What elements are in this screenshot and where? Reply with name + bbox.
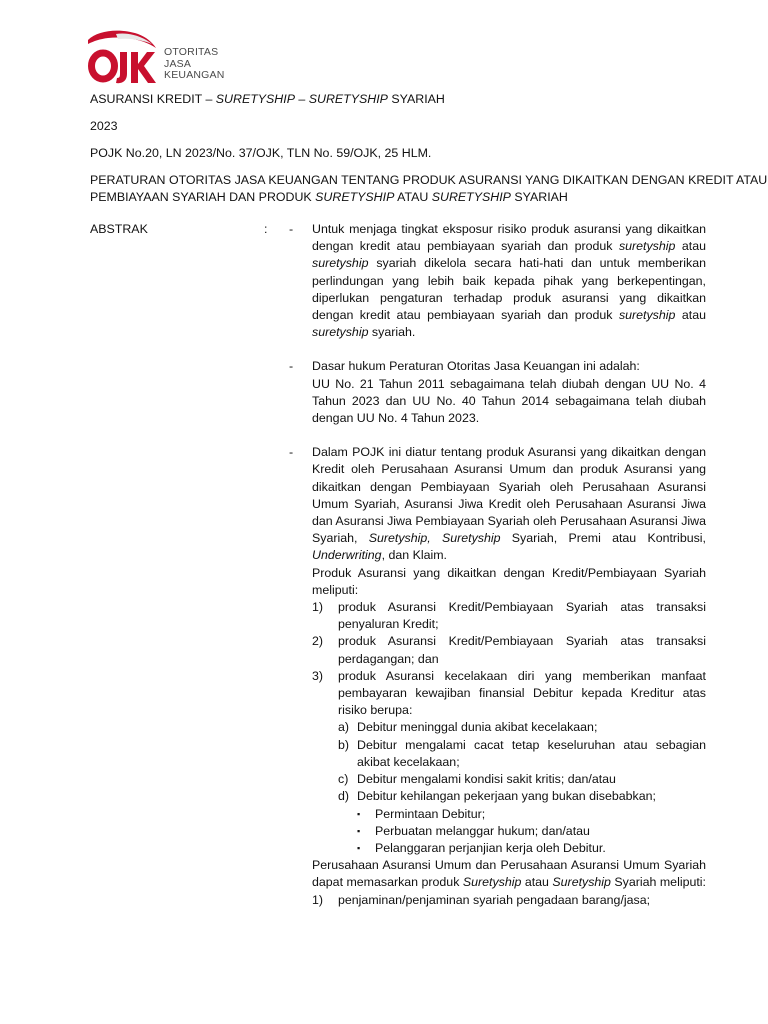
title-italic-1: SURETYSHIP <box>215 92 295 106</box>
marketing-intro <box>312 857 706 891</box>
regulation-title-line-2 <box>90 189 706 206</box>
purpose-text <box>312 221 706 341</box>
sub-list-text: Debitur kehilangan pekerjaan yang bukan disebabkan; <box>357 789 656 804</box>
bullet-text: Perbuatan melanggar hukum; dan/atau <box>375 823 590 838</box>
logo-line-2: JASA <box>164 57 192 70</box>
p3-text-c: , dan Klaim. <box>381 548 447 563</box>
bullet-item <box>357 806 706 823</box>
products-intro: Produk Asuransi yang dikaitkan dengan Kredit/Pembiayaan Syariah meliputi: <box>312 565 706 597</box>
p1-text-d: atau <box>675 308 706 323</box>
marketing-text-b: atau <box>521 875 553 890</box>
p1-text-e: syariah. <box>368 325 416 340</box>
sub-list-item <box>338 737 706 771</box>
document-title <box>90 91 706 108</box>
abstract-paragraph-purpose <box>90 221 706 341</box>
abstract-paragraph-scope <box>90 444 706 908</box>
document-header <box>90 91 768 206</box>
ojk-logo <box>86 28 236 88</box>
logo-line-3: KEUANGAN <box>164 69 225 81</box>
p1-italic-3: suretyship <box>618 308 676 323</box>
document-year: 2023 <box>90 119 118 133</box>
dash-marker: - <box>289 445 294 460</box>
square-bullet-icon: ▪ <box>357 842 361 853</box>
p1-text-a: Untuk menjaga tingkat eksposur risiko produk asuransi yang dikaitkan dengan kredit atau pembiayaan syariah dan produk <box>312 222 706 254</box>
list-item <box>312 892 706 909</box>
list-item-text: penjaminan/penjaminan syariah pengadaan barang/jasa; <box>338 892 651 907</box>
bullet-text: Permintaan Debitur; <box>375 806 486 821</box>
dash-marker: - <box>289 222 294 236</box>
scope-text <box>312 444 706 564</box>
abstract-paragraph-legal-basis <box>90 358 706 427</box>
sub-list-item <box>338 719 706 736</box>
sub-list-letter: d) <box>338 789 350 804</box>
sub-list-item <box>338 788 706 805</box>
marketing-italic-2: Suretyship <box>552 875 611 890</box>
dash-marker: - <box>289 359 294 374</box>
list-item <box>312 633 706 667</box>
regulation-title-line-1: PERATURAN OTORITAS JASA KEUANGAN TENTANG PRODUK ASURANSI YANG DIKAITKAN DENGAN KREDIT ATAU <box>90 173 768 187</box>
p1-italic-4: suretyship <box>312 325 369 340</box>
abstract-section <box>90 221 706 926</box>
marketing-italic-1: Suretyship <box>462 875 522 890</box>
sub-list-letter: a) <box>338 720 350 735</box>
list-number: 2) <box>312 634 324 649</box>
title-suffix: SYARIAH <box>387 92 445 106</box>
p3-text-a: Dalam POJK ini diatur tentang produk Asuransi yang dikaitkan dengan Kredit oleh Perusahaan Asuransi Umum dan produk Asuransi yang dikaitkan dengan Pembiayaan Syariah oleh Perusahaan Asuransi Umum Syariah, Asuransi Jiwa Kredit oleh Perusahaan Asuransi Jiwa dan Asuransi Jiwa Pembiayaan Syariah oleh Perusahaan Asuransi Jiwa Syariah, <box>312 445 706 546</box>
list-number: 3) <box>312 668 324 683</box>
reg-line2-b: ATAU <box>394 190 432 204</box>
sub-list-letter: b) <box>338 737 350 752</box>
title-prefix: ASURANSI KREDIT – <box>90 92 216 106</box>
logo-line-1: OTORITAS <box>164 46 219 58</box>
sub-list-letter: c) <box>338 772 349 787</box>
title-mid: – <box>294 92 309 106</box>
abstract-label: ABSTRAK <box>90 222 148 236</box>
legal-basis-body: UU No. 21 Tahun 2011 sebagaimana telah diubah dengan UU No. 4 Tahun 2023 dan UU No. 40 Tahun 2014 sebagaimana telah diubah dengan UU No. 4 Tahun 2023. <box>312 376 706 426</box>
list-item-text: produk Asuransi Kredit/Pembiayaan Syariah atas transaksi perdagangan; dan <box>338 634 706 666</box>
sub-list-text: Debitur mengalami kondisi sakit kritis; dan/atau <box>357 772 616 787</box>
p1-italic-2: suretyship <box>312 256 369 271</box>
marketing-text-c: Syariah meliputi: <box>610 875 706 890</box>
sub-list-text: Debitur mengalami cacat tetap keseluruhan atau sebagian akibat kecelakaan; <box>357 737 706 769</box>
p1-text-c: syariah dikelola secara hati-hati dan untuk memberikan perlindungan yang lebih baik kepada pihak yang berkepentingan, diperlukan pengaturan terhadap produk asuransi yang dikaitkan dengan kredit atau pembiayaan syariah dan produk <box>312 256 706 323</box>
reg-line2-italic-2: SURETYSHIP <box>431 190 511 204</box>
p3-text-b: Syariah, Premi atau Kontribusi, <box>500 531 706 546</box>
logo-wordmark <box>164 47 225 82</box>
list-item-text: produk Asuransi kecelakaan diri yang memberikan manfaat pembayaran kewajiban finansial Debitur kepada Kreditur atas risiko berupa: <box>338 668 706 718</box>
reg-line2-c: SYARIAH <box>510 190 568 204</box>
abstract-colon: : <box>264 222 268 236</box>
list-item <box>312 668 706 720</box>
p3-italic-1: Suretyship, Suretyship <box>368 531 501 546</box>
document-citation: POJK No.20, LN 2023/No. 37/OJK, TLN No. 59/OJK, 25 HLM. <box>90 146 432 160</box>
square-bullet-icon: ▪ <box>357 808 361 819</box>
bullet-text: Pelanggaran perjanjian kerja oleh Debitur. <box>375 840 606 855</box>
title-italic-2: SURETYSHIP <box>308 92 388 106</box>
p1-italic-1: suretyship <box>618 239 676 254</box>
reg-line2-a: PEMBIAYAAN SYARIAH DAN PRODUK <box>90 190 316 204</box>
sub-list-text: Debitur meninggal dunia akibat kecelakaan; <box>357 720 598 735</box>
list-item-text: produk Asuransi Kredit/Pembiayaan Syariah atas transaksi penyaluran Kredit; <box>338 600 706 632</box>
sub-list-item <box>338 771 706 788</box>
square-bullet-icon: ▪ <box>357 825 361 836</box>
reg-line2-italic-1: SURETYSHIP <box>315 190 395 204</box>
p1-text-b: atau <box>675 239 706 254</box>
ojk-logo-mark-icon <box>86 28 158 86</box>
list-item <box>312 599 706 633</box>
marketing-text-a: Perusahaan Asuransi Umum dan Perusahaan Asuransi Umum Syariah dapat memasarkan produk <box>312 858 706 890</box>
p3-italic-2: Underwriting <box>312 548 382 563</box>
list-number: 1) <box>312 892 324 907</box>
list-number: 1) <box>312 600 324 615</box>
bullet-item <box>357 840 706 857</box>
legal-basis-intro: Dasar hukum Peraturan Otoritas Jasa Keuangan ini adalah: <box>312 359 640 374</box>
bullet-item <box>357 823 706 840</box>
